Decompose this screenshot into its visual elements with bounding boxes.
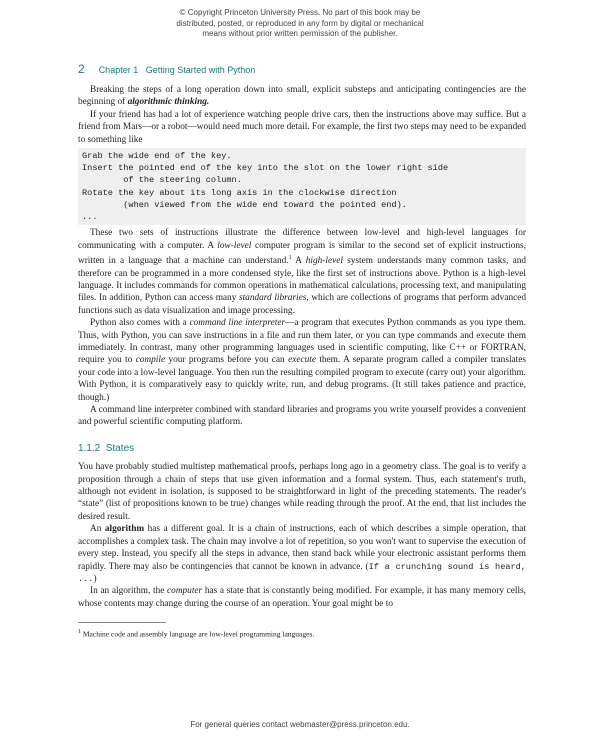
copyright-line: © Copyright Princeton University Press. No part of this book may be xyxy=(179,8,421,17)
footnote xyxy=(78,627,526,640)
paragraph xyxy=(78,523,526,585)
text: Python also comes with a xyxy=(90,318,190,329)
section-heading: 1.1.2 States xyxy=(78,442,135,454)
text: A xyxy=(291,256,306,267)
text: your programs before you can xyxy=(165,355,289,366)
text: has a state that is constantly being modified. For example, it has many memory cells, whose contents may change during the course of an operation. Your goal might be to xyxy=(78,586,526,609)
emphasis: compile xyxy=(135,355,166,366)
copyright-line: distributed, posted, or reproduced in any form by digital or mechanical xyxy=(176,18,424,28)
paragraph xyxy=(78,84,526,109)
text: An xyxy=(90,524,105,535)
emphasis: standard libraries, xyxy=(238,293,309,304)
paragraph xyxy=(78,404,526,429)
inline-code: If a crunching sound is heard, ... xyxy=(78,561,526,584)
emphasis: low-level xyxy=(217,240,252,251)
text: which are collections of programs that perform advanced functions such as data visualization and image processing. xyxy=(78,293,526,316)
text: , require you to xyxy=(78,343,526,366)
text: ) xyxy=(93,573,97,584)
footnote-marker: 1 xyxy=(78,629,81,636)
page-number: 2 xyxy=(78,62,85,76)
running-head xyxy=(78,62,255,76)
code-block: Grab the wide end of the key. Insert the pointed end of the key into the slot on the lower right side of the steering column. Rotate the key about its long axis in the clockwise direction (when viewed from the wide end toward the pointed end). ... xyxy=(78,148,526,225)
text: You have probably studied multistep mathematical proofs, perhaps long ago in a geometry class. The goal is to verify a proposition through a chain of steps that use given information and a formal system. Thus, each statement's truth, although not evident in isolation, is supposed to be straightforward in light of the preceding statements. The reader's “state” (list of propositions known to be true) changes while reading through the proof. At the end, that list includes the desired result. xyxy=(78,462,526,522)
paragraph xyxy=(78,317,526,404)
paragraph xyxy=(78,109,526,146)
text: system understands many common tasks, and therefore can be programmed in a more condensed style, like the first set of instructions above. Python is a high-level language. It includes commands for common operations in mathematical calculations, processing text, and manipulating files. In addition, Python can access many xyxy=(78,256,526,304)
small-caps: FORTRAN xyxy=(480,343,524,353)
text: —a program that executes Python commands as you type them. Thus, with Python, you can save instructions in a file and run them later, or you can type commands and execute them immediately. In contrast, many other programming languages used in scientific computing, like C++ or xyxy=(78,318,526,353)
emphasis: computer xyxy=(167,586,203,597)
paragraph xyxy=(78,227,526,317)
text: In an algorithm, the xyxy=(90,586,168,597)
paragraph xyxy=(78,461,526,523)
bold-term: algorithm xyxy=(104,524,145,535)
text: Breaking the steps of a long operation down into small, explicit substeps and anticipating contingencies are the beginning of xyxy=(78,85,526,108)
page-body xyxy=(78,84,526,640)
emphasis: algorithmic thinking. xyxy=(127,97,210,108)
text: A command line interpreter combined with standard libraries and programs you write yourself provides a convenient and powerful scientific computing platform. xyxy=(78,405,526,428)
emphasis: high-level xyxy=(305,256,343,267)
text: them. A separate program called a compiler translates your code into a low-level language. You then run the resulting compiled program to execute (carry out) your algorithm. With Python, it is comparatively easy to quickly write, run, and debug programs. (It still takes patience and practice, though.) xyxy=(78,355,526,403)
footnote-divider xyxy=(78,622,166,623)
copyright-line: means without prior written permission of the publisher. xyxy=(202,29,398,38)
text: computer program is similar to the second set of explicit instructions, written in a language that a machine can understand. xyxy=(78,240,526,267)
text: These two sets of instructions illustrate the difference between low-level and high-level languages for communicating with a computer. A xyxy=(78,228,526,251)
emphasis: command line interpreter xyxy=(189,318,286,329)
text: has a different goal. It is a chain of instructions, each of which describes a simple operation, that accomplishes a complex task. The chain may involve a lot of repetition, so you won't want to supervise the execution of every step. Instead, you specify all the steps in advance, then stand back while your electronic assistant performs them rapidly. There may also be contingencies that cannot be known in advance. ( xyxy=(78,524,526,572)
footnote-ref: 1 xyxy=(288,255,292,262)
page-footer: For general queries contact webmaster@press.princeton.edu. xyxy=(190,720,410,729)
paragraph xyxy=(78,585,526,610)
chapter-title: Chapter 1 Getting Started with Python xyxy=(98,65,256,75)
copyright-notice xyxy=(0,8,600,40)
footnote-text: Machine code and assembly language are low-level programming languages. xyxy=(81,629,315,639)
emphasis: execute xyxy=(288,355,316,366)
text: If your friend has had a lot of experience watching people drive cars, then the instructions above may suffice. But a friend from Mars—or a robot—would need much more detail. For example, the first two steps may need to be expanded to something like xyxy=(78,109,526,145)
